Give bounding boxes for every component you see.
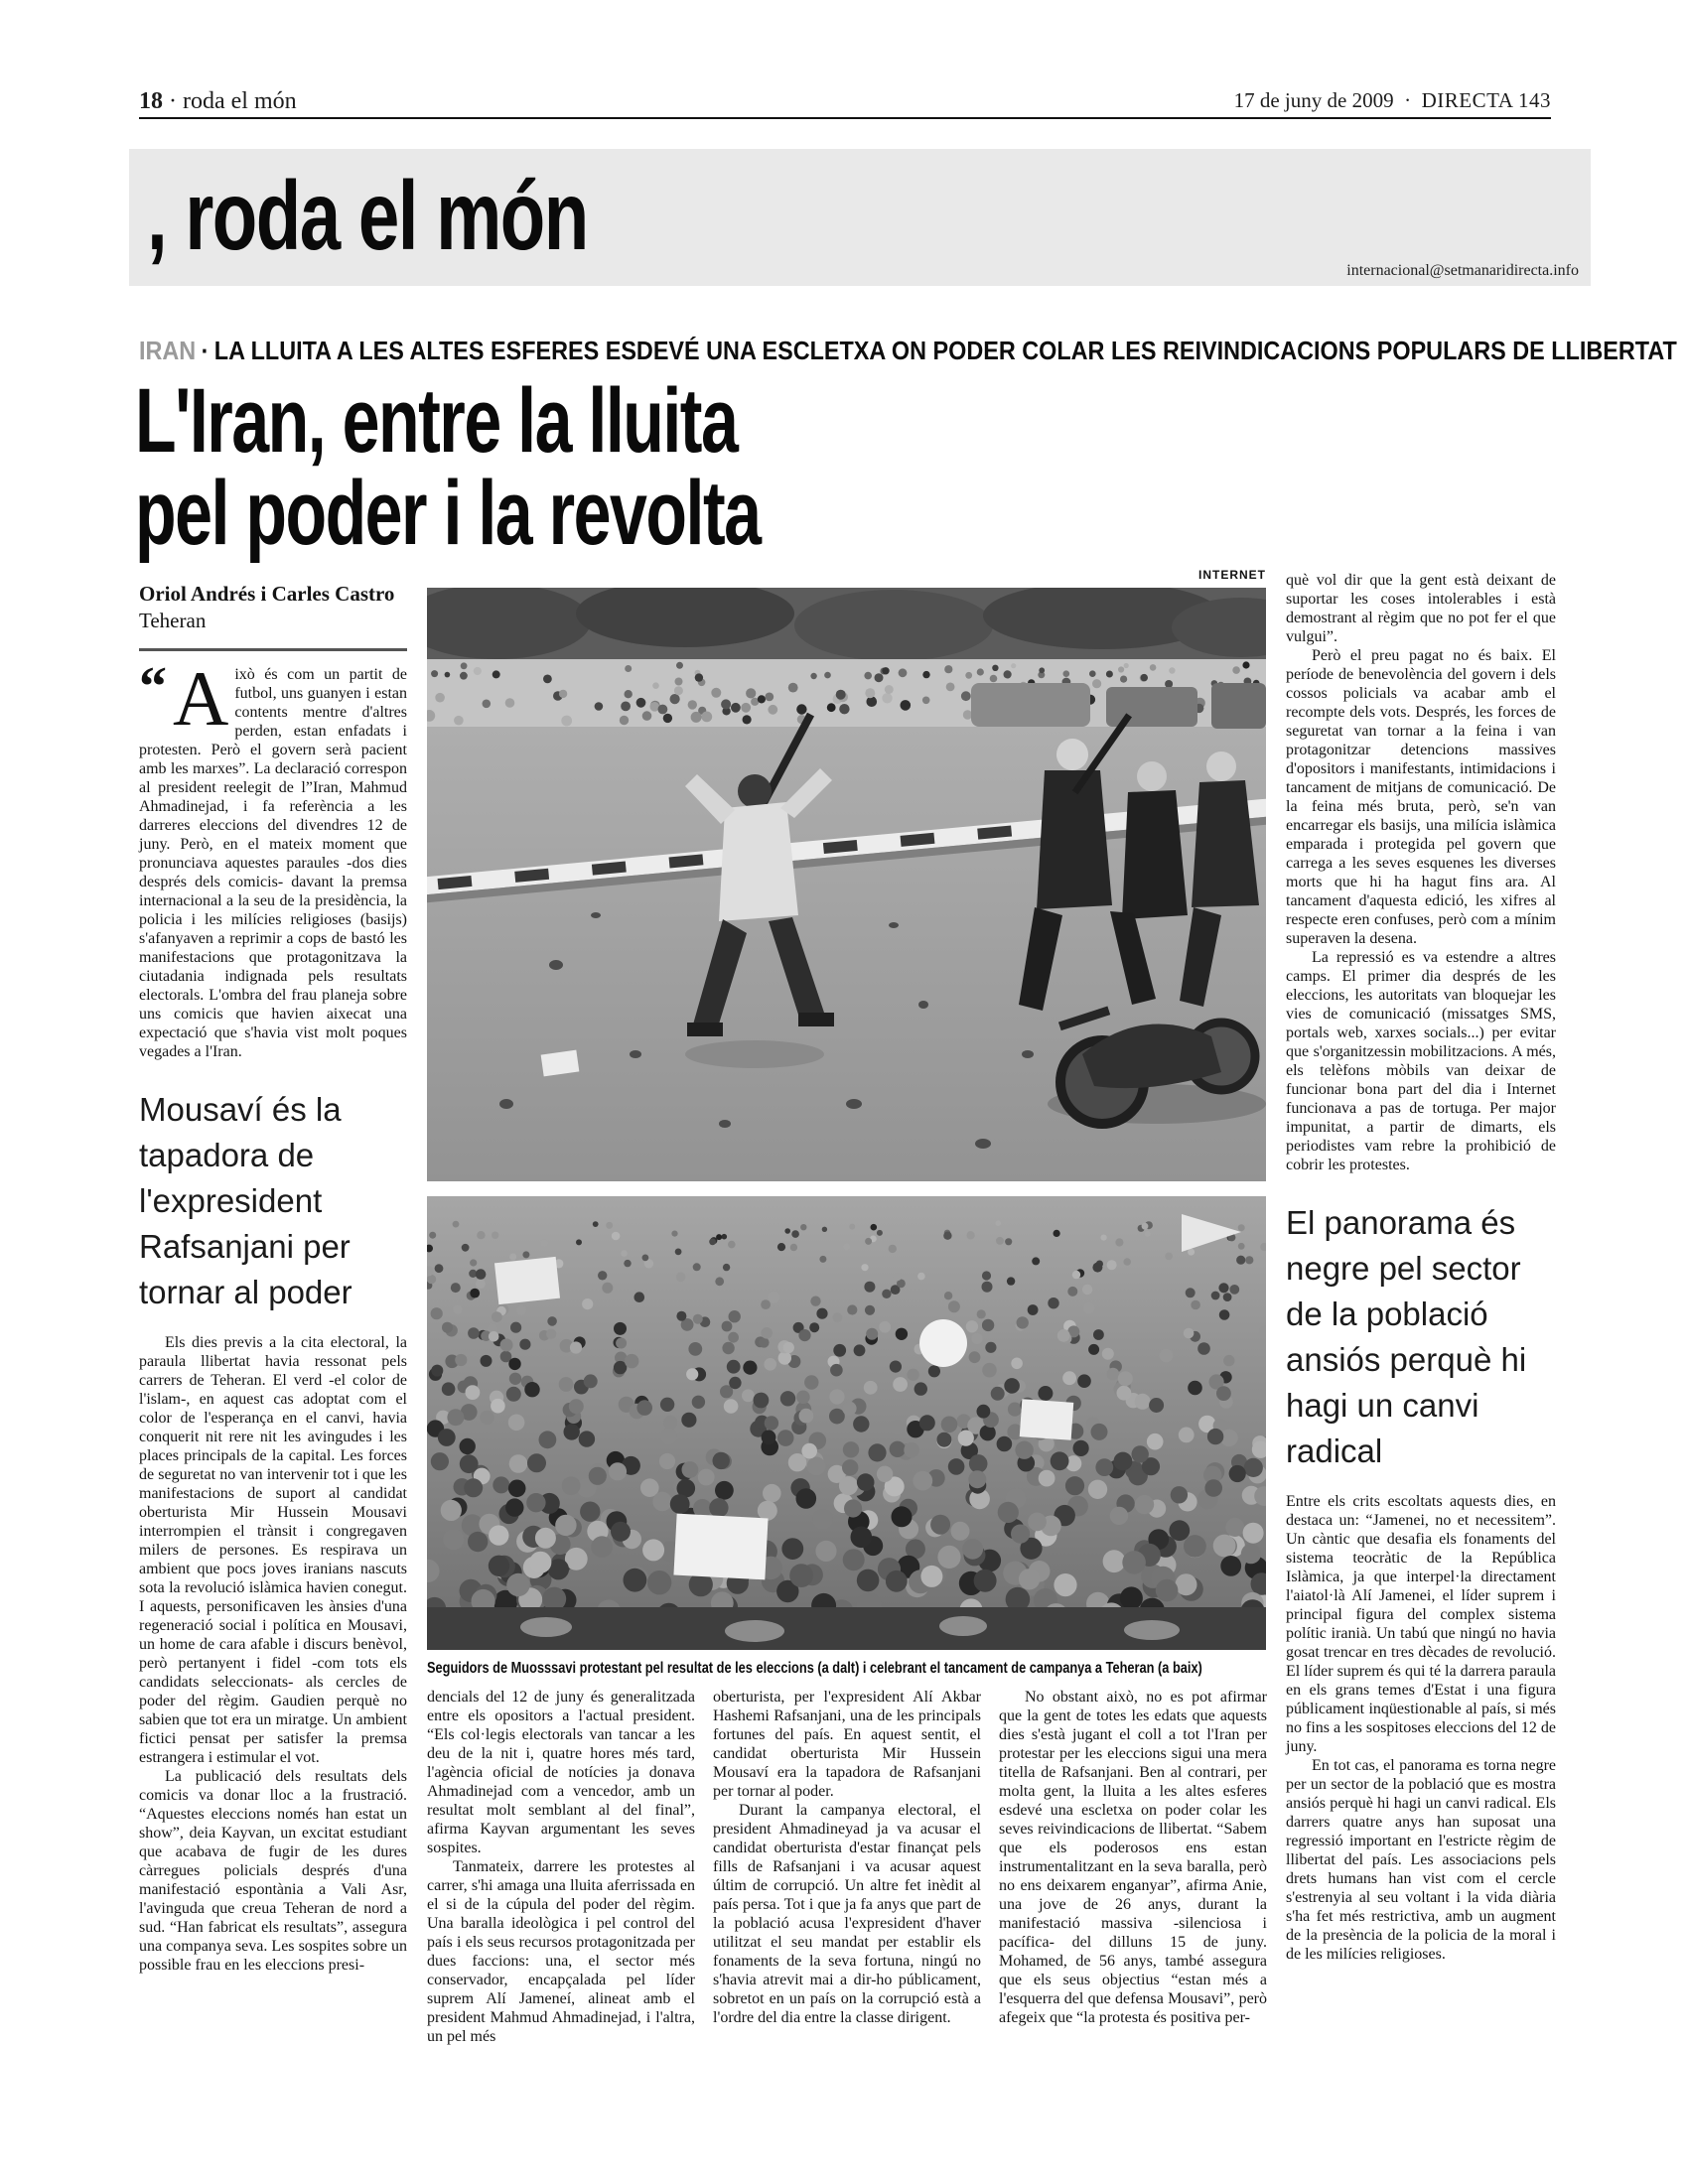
subhead-panorama: El panorama és negre pel sector de la població ansiós perquè hi hagi un canvi radical — [1286, 1204, 1527, 1469]
article-column-1 — [139, 581, 407, 1975]
photo-caption: Seguidors de Muosssavi protestant pel resultat de les eleccions (a dalt) i celebrant el tancament de campanya a Teheran (a baix) — [427, 1660, 1202, 1677]
section-name: roda el món — [183, 88, 297, 114]
article-column-3 — [713, 1688, 981, 2027]
paragraph: En tot cas, el panorama es torna negre per un sector de la població que es mostra ansiós perquè hi hagi un canvi radical. Els darrers quatre anys han suposat una regressió important en l'estricte règim de llibertat del país. Les associacions pels drets humans han vist com el cercle s'estrenyia al seu voltant i la vida diària s'ha fet més restrictiva, amb un augment de la presència de la policia de la moral i de les milícies religioses. — [1286, 1757, 1556, 1963]
paragraph: Durant la campanya electoral, el president Ahmadineyad ja va acusar el candidat oberturista d'estar finançat pels fills de Rafsanjani i va acusar aquest últim de corrupció. Un altre fet inèdit al país persa. Tot i que ja fa anys que part de la població acusa l'expresident d'haver utilitzat el seu mandat per establir els fonaments de la seva fortuna, ningú no s'havia atrevit mai a dir-ho públicament, sobretot en un país on la corrupció està a l'ordre del dia entre la classe dirigent. — [713, 1802, 981, 2026]
paragraph: Tanmateix, darrere les protestes al carrer, s'hi amaga una lluita aferrissada en el si de la cúpula del poder del règim. Una baralla ideològica i pel control del país i els seus recursos protagonitzada per dues faccions: una, el sector més conservador, encapçalada pel líder suprem Alí Jameneí, alineat amb el president Mahmud Ahmadinejad, i l'altra, un pel més — [427, 1858, 695, 2045]
page-number: 18 — [139, 88, 163, 114]
masthead-issue: DIRECTA 143 — [1421, 88, 1551, 112]
folio-left — [139, 88, 297, 115]
folio-right — [1234, 88, 1551, 113]
paragraph: Els dies previs a la cita electoral, la paraula llibertat havia ressonat pels carrers de Teheran. El verd -el color de l'islam-, en aquest cas adoptat com el color de l'esperança en el canvi, havia conquerit nit rere nit les avingudes i les places principals de la capital. Les forces de seguretat no van intervenir tot i que les manifestacions de suport al candidat oberturista Mir Hussein Mousavi interrompien el trànsit i congregaven milers de persones. Es respirava un ambient que pocs joves iranians nascuts sota la revolució islàmica havien conegut. I aquests, personificaven les ànsies d'una regeneració social i política en Mousavi, un home de cara afable i discurs benèvol, però pertanyent i fidel -com tots els candidats seleccionats- als cercles de poder del règim. Gaudien perquè no sabien que tot era un miratge. Un ambient fictici pensat per satisfer la premsa estrangera i estimular el vot. — [139, 1334, 407, 1766]
section-title: , roda el món — [147, 161, 588, 270]
article-headline — [135, 370, 761, 564]
headline-line2: pel poder i la revolta — [135, 463, 761, 564]
folio-dot: · — [1404, 88, 1412, 112]
folio-separator: · — [169, 88, 177, 114]
article-column-2 — [427, 1688, 695, 2046]
byline-authors: Oriol Andrés i Carles Castro — [139, 582, 395, 606]
subhead-mousavi: Mousaví és la tapadora de l'expresident Rafsanjani per tornar al poder — [139, 1091, 352, 1310]
byline — [139, 581, 407, 634]
page-folio — [139, 81, 1551, 115]
section-email: internacional@setmanaridirecta.info — [1346, 262, 1579, 279]
paragraph: No obstant això, no es pot afirmar que la gent de totes les edats que aquests dies s'està jugant el coll a tot l'Iran per protestar per les eleccions sigui una mera titella de Rafsanjani. Ben al contrari, per molta gent, la lluita a les altes esferes esdevé una escletxa on poder colar les seves reivindicacions de llibertat. “Sabem que els poderosos ens estan instrumentalitzant en la seva baralla, però no ens deixarem enganyar”, afirma Anie, una jove de 26 anys, durant la manifestació massiva -silenciosa i pacífica- del dilluns 15 de juny. Mohamed, de 56 anys, també assegura que els seus objectius “estan més a l'esquerra del que defensa Mousavi”, però afegeix que “la protesta és positiva per- — [999, 1689, 1267, 2026]
paragraph: Entre els crits escoltats aquests dies, en destaca un: “Jamenei, no et necessitem”. Un càntic que desafia els fonaments del sistema teocràtic de la República Islàmica, ja que interpel·la directament l'aiatol·là Alí Jamenei, el líder suprem i principal figura del complex sistema polític iranià. Un tabú que ningú no havia gosat trencar en tres dècades de revolució. El líder suprem és qui té la darrera paraula en els grans temes d'Estat i una figura públicament inqüestionable al país, si més no fins a les sospitoses eleccions del 12 de juny. — [1286, 1493, 1556, 1755]
paragraph: dencials del 12 de juny és generalitzada entre els opositors a l'actual president. “Els col·legis electorals van tancar a les deu de la nit i, quatre hores més tard, l'agència oficial de notícies ja donava Ahmadinejad com a vencedor, amb un resultat molt semblant al del final”, afirma Kayvan argumentant les seves sospites. — [427, 1689, 695, 1856]
article-column-4 — [999, 1688, 1267, 2027]
protest-photo-graphic — [427, 588, 1266, 1181]
kicker-separator: · — [201, 336, 210, 365]
issue-date: 17 de juny de 2009 — [1233, 88, 1394, 112]
headline-line1: L'Iran, entre la lluita — [135, 370, 738, 472]
article-column-5 — [1286, 571, 1556, 1964]
paragraph: què vol dir que la gent està deixant de suportar les coses intolerables i està demostrant al règim que no pot fer el que vulgui”. — [1286, 572, 1556, 645]
photo-credit: INTERNET — [1198, 568, 1266, 582]
opening-quote: “ — [139, 656, 167, 718]
kicker-text: LA LLUITA A LES ALTES ESFERES ESDEVÉ UNA ESCLETXA ON PODER COLAR LES REIVINDICACIONS POPULARS DE LLIBERTAT — [213, 336, 1677, 365]
folio-rule — [139, 117, 1551, 119]
rally-photo — [427, 1196, 1266, 1650]
paragraph: La repressió es va estendre a altres camps. El primer dia després de les eleccions, les autoritats van bloquejar les vies de comunicació (missatges SMS, portals web, xarxes socials...) per evitar que s'organitzessin mobilitzacions. A més, els telèfons mòbils van deixar de funcionar bona part del dia i Internet funcionava a pas de tortuga. Per major impunitat, a partir de dimarts, els periodistes vam rebre la prohibició de cobrir les protestes. — [1286, 949, 1556, 1173]
paragraph: “ A ixò és com un partit de futbol, uns guanyen i estan contents mentre d'altres perden, estan enfadats i protesten. Però el govern serà pacient amb les marxes”. La declaració correspon al president reelegit de l”Iran, Mahmud Ahmadinejad, i fa referència a les darreres eleccions del divendres 12 de juny. Però, en el mateix moment que pronunciava aquestes paraules -dos dies després dels comicis- davant la premsa internacional a la seu de la presidència, la policia i les milícies religioses (basijs) s'afanyaven a reprimir a cops de bastó les manifestacions que protagonitzava la ciutadania indignada pels resultats electorals. L'ombra del frau planeja sobre uns comicis que havien aixecat una expectació que s'havia vist molt poques vegades a l'Iran. — [139, 655, 407, 1060]
paragraph: oberturista, per l'expresident Alí Akbar Hashemi Rafsanjani, una de les principals fortunes del país. En aquest sentit, el candidat oberturista Mir Hussein Mousaví era la tapadora de Rafsanjani per tornar al poder. — [713, 1689, 981, 1800]
rally-photo-graphic — [427, 1196, 1266, 1650]
byline-location: Teheran — [139, 609, 207, 632]
kicker — [139, 336, 1677, 366]
byline-rule — [139, 648, 407, 651]
drop-cap: A — [173, 655, 229, 742]
kicker-topic: IRAN — [139, 336, 197, 365]
paragraph: La publicació dels resultats dels comicis va donar lloc a la frustració. “Aquestes eleccions només han estat un show”, deia Kayvan, un excitat estudiant que acabava de fugir de les dures càrregues policials després d'una manifestació espontània a Vali Asr, l'avinguda que creua Teheran de nord a sud. “Han fabricat els resultats”, assegura una companya seva. Les sospites sobre un possible frau en les eleccions presi- — [139, 1768, 407, 1974]
paragraph: Però el preu pagat no és baix. El període de benevolència del govern i dels cossos policials va acabar amb el recompte dels vots. Després, les forces de seguretat van tornar a la feina i van protagonitzar detencions massives d'opositors i manifestants, intimidacions i tancament de mitjans de comunicació. De la feina més bruta, però, se'n van encarregar els basijs, una milícia islàmica emparada i protegida pel govern que carrega a les seves esquenes les diverses morts que hi ha hagut fins ara. Al tancament d'aquesta edició, les xifres al respecte eren confuses, però com a mínim superaven la desena. — [1286, 647, 1556, 947]
protest-photo — [427, 588, 1266, 1181]
section-banner — [129, 149, 1591, 286]
